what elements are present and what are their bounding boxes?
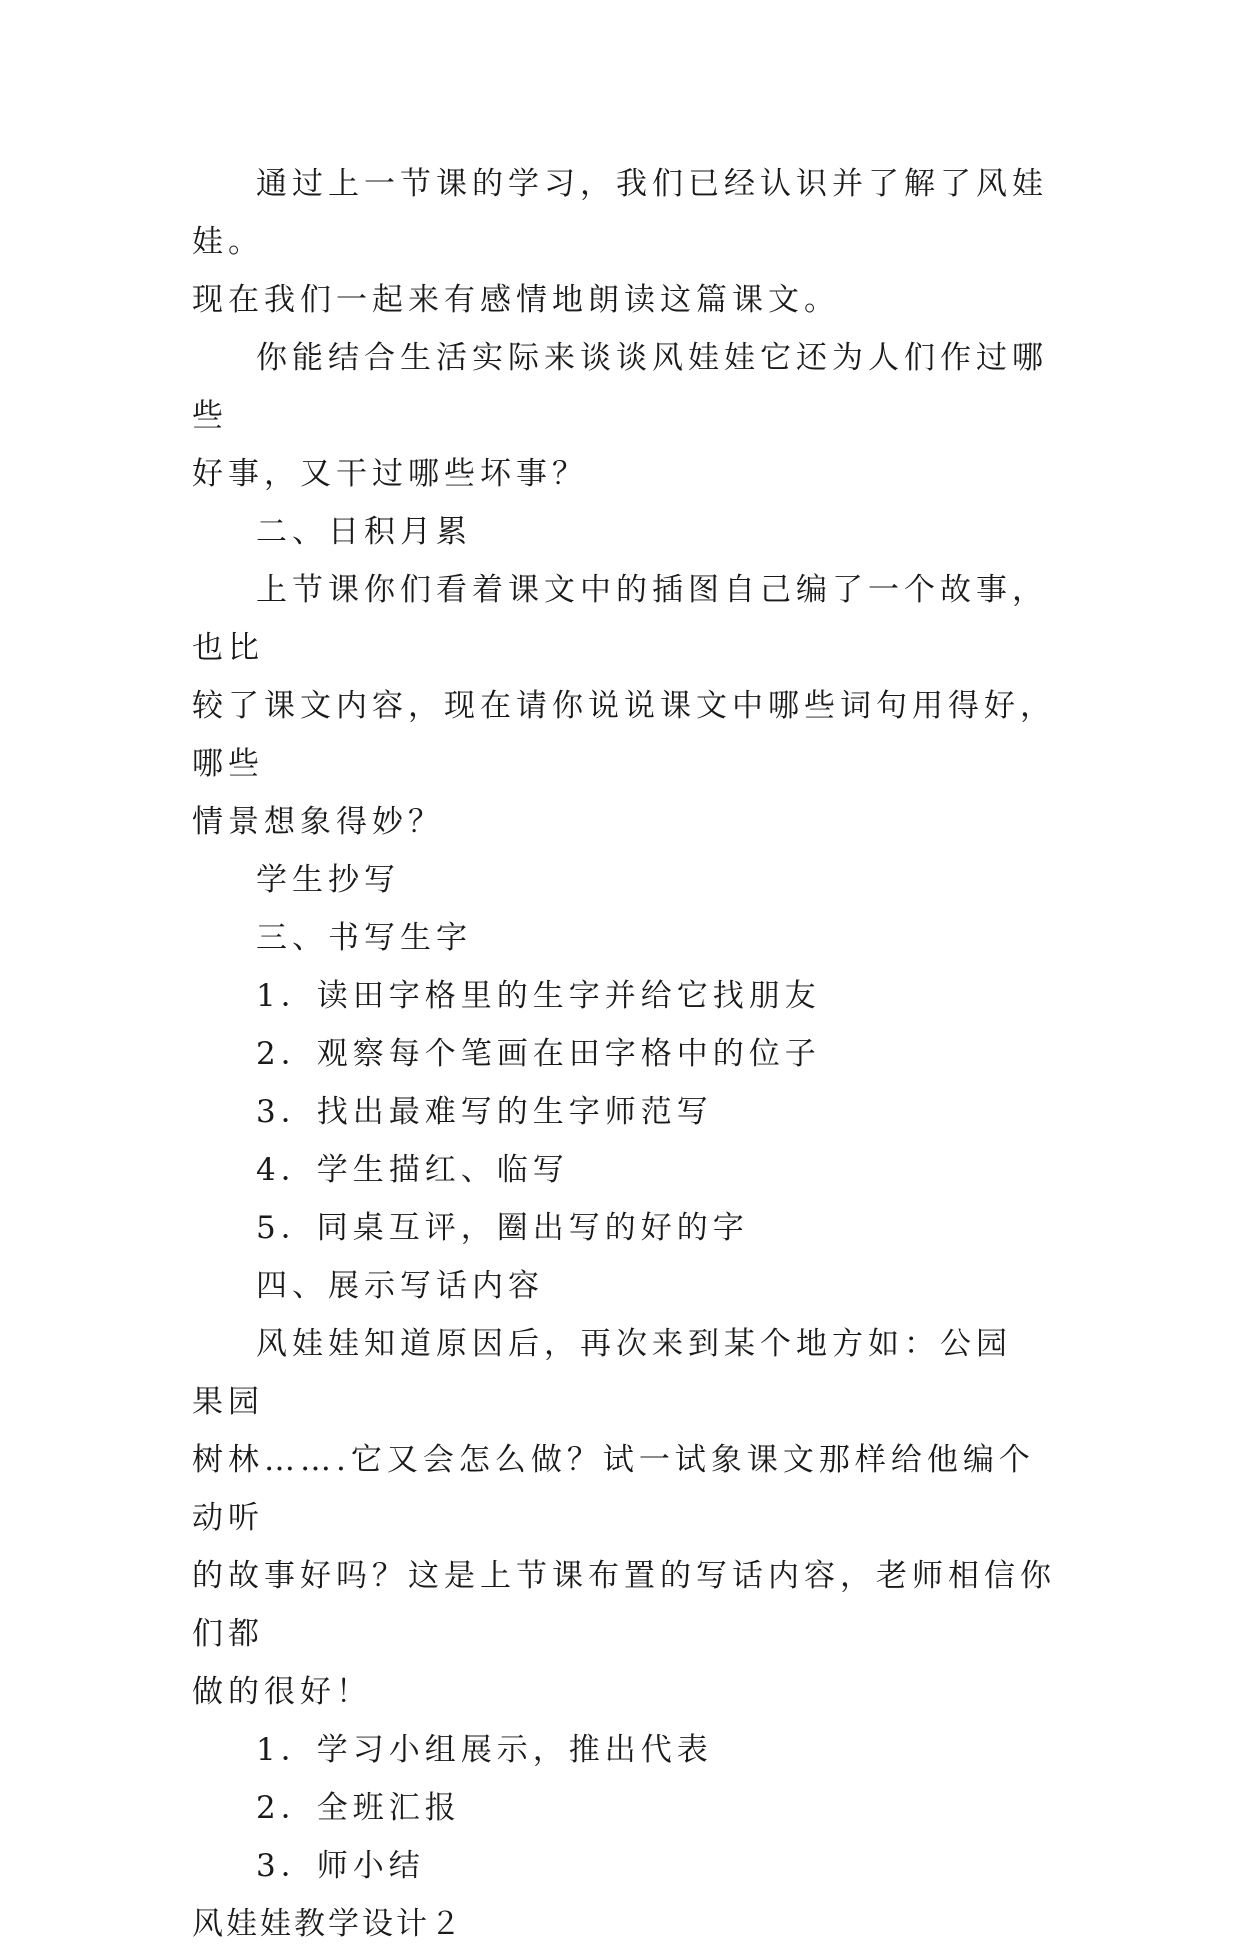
- paragraph-line: 的故事好吗？这是上节课布置的写话内容，老师相信你们都: [192, 1558, 1056, 1652]
- paragraph-line: 现在我们一起来有感情地朗读这篇课文。: [192, 282, 840, 318]
- paragraph-review: [192, 155, 1062, 329]
- list-item: [192, 1083, 1062, 1141]
- paragraph-line: 5．同桌互评，圈出写的好的字: [256, 1210, 749, 1246]
- paragraph-line: 风娃娃知道原因后，再次来到某个地方如：公园 果园: [192, 1326, 1012, 1420]
- paragraph-line: 上节课你们看着课文中的插图自己编了一个故事，也比: [192, 572, 1048, 666]
- paragraph-line: 好事，又干过哪些坏事？: [192, 456, 588, 492]
- list-item: [192, 1721, 1062, 1779]
- paragraph-writing: [192, 1315, 1062, 1721]
- list-item: [192, 1837, 1062, 1895]
- paragraph-line: 3．找出最难写的生字师范写: [256, 1094, 713, 1130]
- document-body: [192, 155, 1062, 1953]
- paragraph-line: 树林…….它又会怎么做？试一试象课文那样给他编个动听: [192, 1442, 1035, 1536]
- paragraph-copy: [192, 851, 1062, 909]
- heading-section-2: [192, 503, 1062, 561]
- list-item: [192, 967, 1062, 1025]
- section-title: 风娃娃教学设计２: [192, 1906, 464, 1942]
- paragraph-line: 2．观察每个笔画在田字格中的位子: [256, 1036, 821, 1072]
- paragraph-line: 1．读田字格里的生字并给它找朋友: [256, 978, 821, 1014]
- list-item: [192, 1779, 1062, 1837]
- paragraph-line: 学生抄写: [256, 862, 400, 898]
- paragraph-line: 3．师小结: [256, 1848, 425, 1884]
- list-item: [192, 1141, 1062, 1199]
- paragraph-line: 二、日积月累: [256, 514, 472, 550]
- heading-section-3: [192, 909, 1062, 967]
- paragraph-line: 较了课文内容，现在请你说说课文中哪些词句用得好，哪些: [192, 688, 1056, 782]
- paragraph-line: 情景想象得妙？: [192, 804, 444, 840]
- paragraph-line: 通过上一节课的学习，我们已经认识并了解了风娃娃。: [192, 166, 1048, 260]
- heading-section-4: [192, 1257, 1062, 1315]
- paragraph-line: 四、展示写话内容: [256, 1268, 544, 1304]
- paragraph-line: 4．学生描红、临写: [256, 1152, 569, 1188]
- paragraph-line: 你能结合生活实际来谈谈风娃娃它还为人们作过哪些: [192, 340, 1048, 434]
- paragraph-line: 做的很好！: [192, 1674, 372, 1710]
- paragraph-story: [192, 561, 1062, 851]
- paragraph-line: 三、书写生字: [256, 920, 472, 956]
- paragraph-discussion: [192, 329, 1062, 503]
- list-item: [192, 1025, 1062, 1083]
- list-item: [192, 1199, 1062, 1257]
- paragraph-line: 1．学习小组展示，推出代表: [256, 1732, 713, 1768]
- paragraph-line: 2．全班汇报: [256, 1790, 461, 1826]
